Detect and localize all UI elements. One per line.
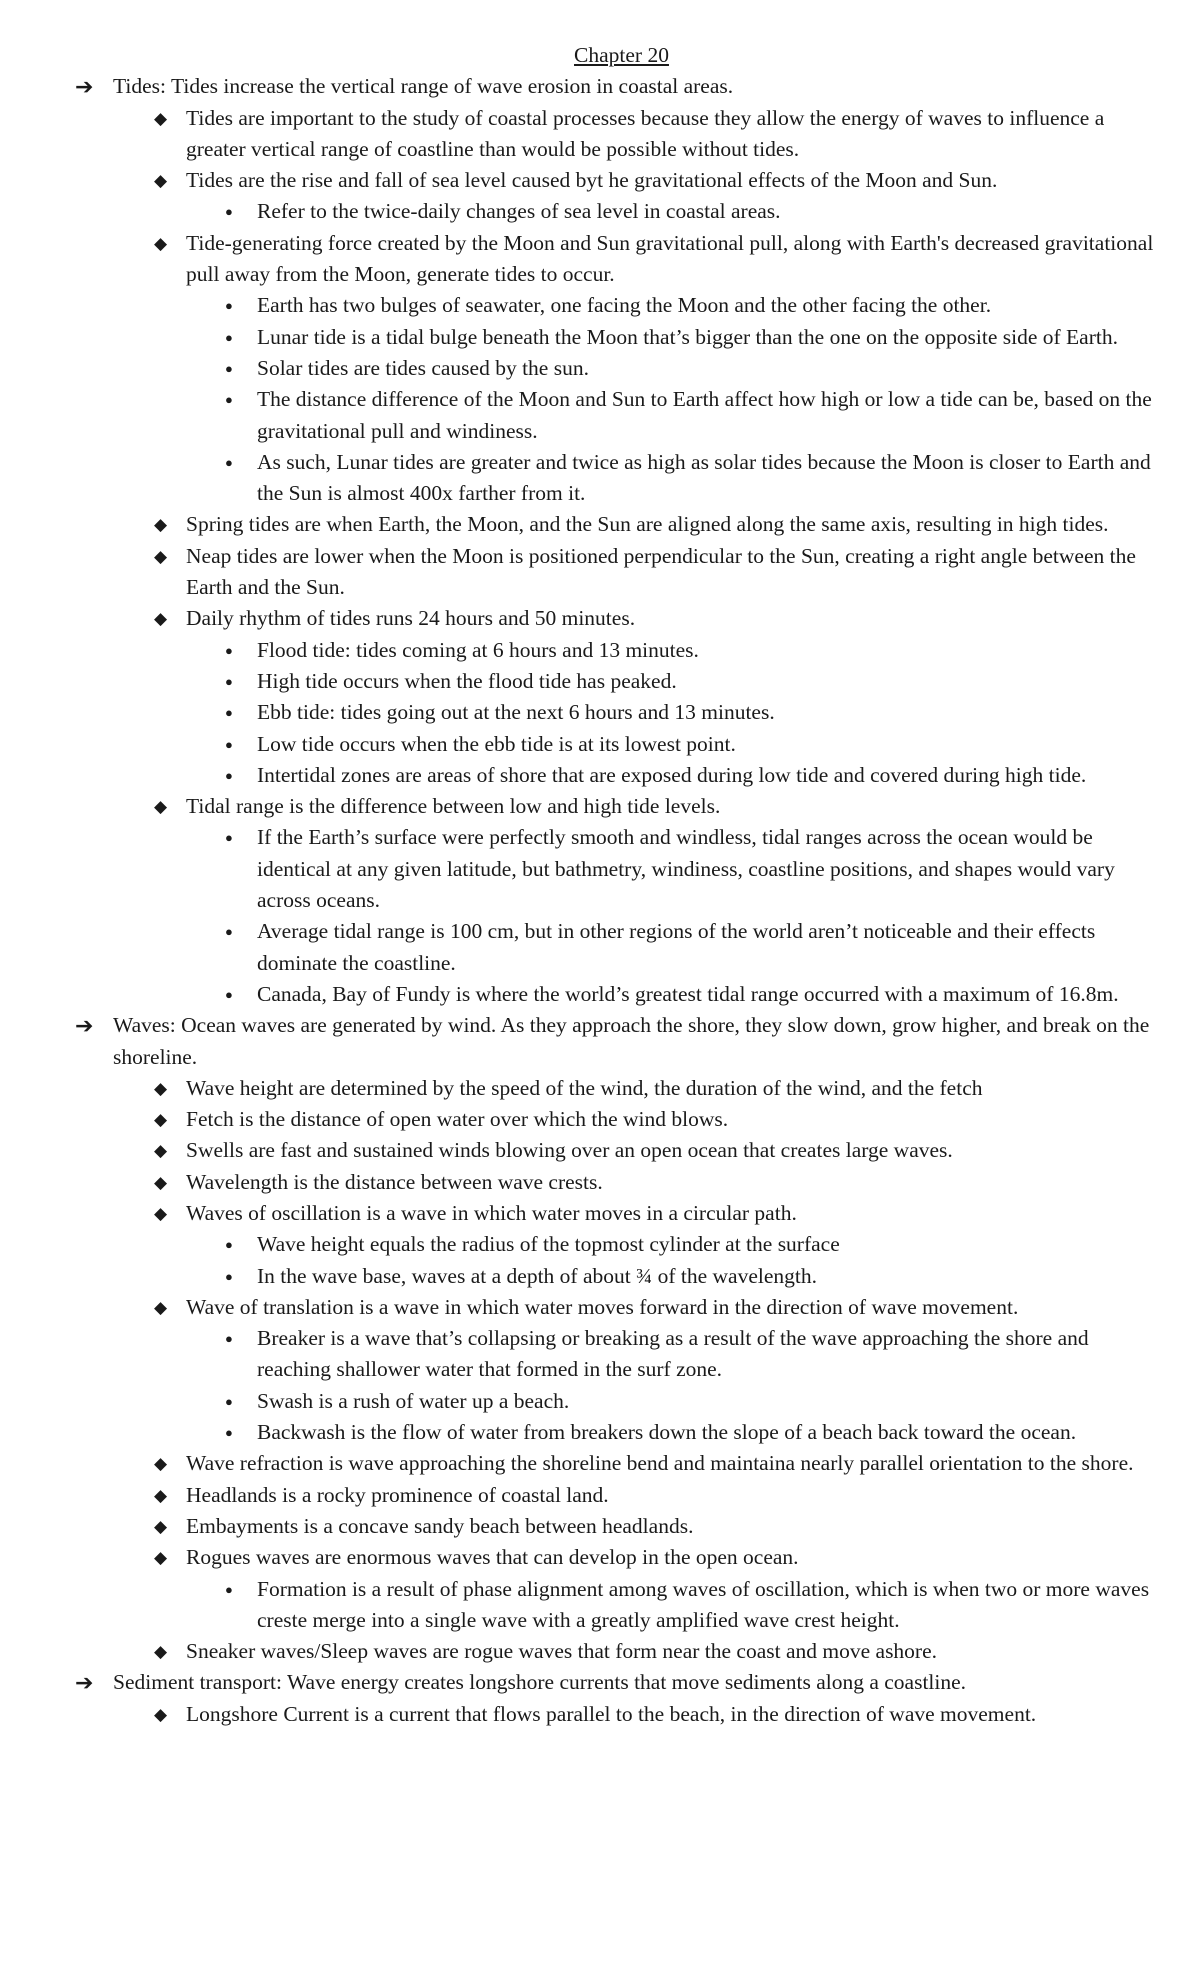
point-text: Headlands is a rocky prominence of coastal land. [186, 1482, 609, 1507]
dot-bullet-icon: ● [225, 830, 233, 846]
point-text: Spring tides are when Earth, the Moon, and the Sun are aligned along the same axis, resulting in high tides. [186, 512, 1109, 537]
sub-point-text: Average tidal range is 100 cm, but in other regions of the world aren’t noticeable and their effects dominate the coastline. [257, 919, 1096, 975]
sub-point-item [75, 1323, 1160, 1386]
sub-point-text: Formation is a result of phase alignment among waves of oscillation, which is when two or more waves creste merge into a single wave with a greatly amplified wave crest height. [257, 1576, 1150, 1632]
diamond-bullet-icon: ◆ [154, 233, 168, 253]
point-item [75, 603, 1160, 634]
point-text: Tide-generating force created by the Moon and Sun gravitational pull, along with Earth's decreased gravitational pull away from the Moon, generate tides to occur. [186, 230, 1154, 287]
diamond-bullet-icon: ◆ [154, 108, 168, 128]
sub-point-item [75, 322, 1160, 353]
point-item [75, 1167, 1160, 1198]
point-item [75, 541, 1160, 604]
point-item [75, 1292, 1160, 1323]
sub-point-text: Breaker is a wave that’s collapsing or breaking as a result of the wave approaching the shore and reaching shallower water that formed in the surf zone. [257, 1326, 1089, 1382]
sub-points [75, 196, 1160, 227]
sub-point-item [75, 979, 1160, 1010]
diamond-bullet-icon: ◆ [154, 1203, 168, 1223]
point-item [75, 509, 1160, 540]
point-text: Tides are the rise and fall of sea level caused byt he gravitational effects of the Moon and Sun. [186, 168, 998, 193]
section-points [75, 1073, 1160, 1668]
dot-bullet-icon: ● [225, 392, 233, 408]
section-text: Sediment transport: Wave energy creates longshore currents that move sediments along a coastline. [113, 1670, 967, 1695]
section-points [75, 103, 1160, 1011]
sub-point-item [75, 697, 1160, 728]
sub-point-text: Low tide occurs when the ebb tide is at its lowest point. [257, 731, 736, 756]
point-text: Wave refraction is wave approaching the shoreline bend and maintaina nearly parallel orientation to the shore. [186, 1451, 1134, 1476]
dot-bullet-icon: ● [225, 1581, 233, 1597]
point-item [75, 165, 1160, 196]
dot-bullet-icon: ● [225, 454, 233, 470]
sub-point-item [75, 635, 1160, 666]
sub-point-item [75, 1229, 1160, 1260]
sub-point-text: Intertidal zones are areas of shore that are exposed during low tide and covered during high tide. [257, 762, 1087, 787]
point-text: Wave height are determined by the speed of the wind, the duration of the wind, and the fetch [186, 1075, 983, 1100]
sub-point-item [75, 290, 1160, 321]
point-item [75, 791, 1160, 822]
dot-bullet-icon: ● [225, 986, 233, 1002]
dot-bullet-icon: ● [225, 705, 233, 721]
section-item [75, 1010, 1160, 1073]
dot-bullet-icon: ● [225, 329, 233, 345]
sub-points [75, 1323, 1160, 1448]
point-text: Neap tides are lower when the Moon is positioned perpendicular to the Sun, creating a right angle between the Earth and the Sun. [186, 543, 1136, 600]
diamond-bullet-icon: ◆ [154, 1172, 168, 1192]
sub-point-item [75, 729, 1160, 760]
point-item [75, 1699, 1160, 1730]
section-item [75, 1667, 1160, 1698]
dot-bullet-icon: ● [225, 1237, 233, 1253]
point-text: Waves of oscillation is a wave in which water moves in a circular path. [186, 1200, 797, 1225]
point-item [75, 1511, 1160, 1542]
diamond-bullet-icon: ◆ [154, 1548, 168, 1568]
diamond-bullet-icon: ◆ [154, 1485, 168, 1505]
sub-point-text: Ebb tide: tides going out at the next 6 hours and 13 minutes. [257, 700, 775, 725]
point-text: Rogues waves are enormous waves that can develop in the open ocean. [186, 1545, 799, 1570]
sub-point-text: As such, Lunar tides are greater and twice as high as solar tides because the Moon is closer to Earth and the Sun is almost 400x farther from it. [257, 449, 1151, 506]
section-points [75, 1699, 1160, 1730]
sub-point-text: In the wave base, waves at a depth of about ¾ of the wavelength. [257, 1263, 817, 1288]
dot-bullet-icon: ● [225, 767, 233, 783]
diamond-bullet-icon: ◆ [154, 1110, 168, 1130]
sub-point-text: Solar tides are tides caused by the sun. [257, 355, 589, 380]
section-item [75, 71, 1160, 102]
sub-point-text: High tide occurs when the flood tide has peaked. [257, 668, 677, 693]
diamond-bullet-icon: ◆ [154, 1704, 168, 1724]
point-text: Wavelength is the distance between wave crests. [186, 1169, 603, 1194]
sub-point-item [75, 353, 1160, 384]
sub-point-item [75, 196, 1160, 227]
sub-point-item [75, 384, 1160, 447]
point-item [75, 1480, 1160, 1511]
point-item [75, 1073, 1160, 1104]
sub-point-item [75, 1417, 1160, 1448]
dot-bullet-icon: ● [225, 298, 233, 314]
point-item [75, 1448, 1160, 1479]
point-text: Longshore Current is a current that flows parallel to the beach, in the direction of wave movement. [186, 1701, 1037, 1726]
point-text: Swells are fast and sustained winds blowing over an open ocean that creates large waves. [186, 1138, 953, 1163]
sub-point-text: Canada, Bay of Fundy is where the world’s greatest tidal range occurred with a maximum of 16.8m. [257, 981, 1119, 1006]
page-title: Chapter 20 [574, 43, 669, 67]
sub-point-item [75, 1386, 1160, 1417]
sub-points [75, 1229, 1160, 1292]
section-text: Waves: Ocean waves are generated by wind. As they approach the shore, they slow down, grow higher, and break on the shoreline. [113, 1013, 1150, 1069]
section-text: Tides: Tides increase the vertical range of wave erosion in coastal areas. [113, 74, 734, 99]
sub-point-item [75, 1574, 1160, 1637]
sub-points [75, 1574, 1160, 1637]
diamond-bullet-icon: ◆ [154, 546, 168, 566]
sub-point-item [75, 822, 1160, 916]
point-item [75, 1104, 1160, 1135]
point-item [75, 1198, 1160, 1229]
dot-bullet-icon: ● [225, 642, 233, 658]
dot-bullet-icon: ● [225, 1268, 233, 1284]
diamond-bullet-icon: ◆ [154, 1454, 168, 1474]
sub-point-text: Backwash is the flow of water from breakers down the slope of a beach back toward the ocean. [257, 1420, 1077, 1445]
diamond-bullet-icon: ◆ [154, 1516, 168, 1536]
sub-points [75, 635, 1160, 791]
diamond-bullet-icon: ◆ [154, 171, 168, 191]
point-item [75, 1135, 1160, 1166]
diamond-bullet-icon: ◆ [154, 1078, 168, 1098]
point-text: Daily rhythm of tides runs 24 hours and 50 minutes. [186, 606, 636, 631]
dot-bullet-icon: ● [225, 1393, 233, 1409]
diamond-bullet-icon: ◆ [154, 1141, 168, 1161]
point-item [75, 1636, 1160, 1667]
diamond-bullet-icon: ◆ [154, 1297, 168, 1317]
dot-bullet-icon: ● [225, 673, 233, 689]
arrow-bullet-icon: ➔ [75, 1013, 94, 1039]
point-text: Tidal range is the difference between low and high tide levels. [186, 794, 721, 819]
dot-bullet-icon: ● [225, 204, 233, 220]
sub-point-text: Wave height equals the radius of the topmost cylinder at the surface [257, 1232, 840, 1257]
diamond-bullet-icon: ◆ [154, 515, 168, 535]
point-item [75, 1542, 1160, 1573]
arrow-bullet-icon: ➔ [75, 74, 94, 100]
sub-point-item [75, 1261, 1160, 1292]
diamond-bullet-icon: ◆ [154, 797, 168, 817]
arrow-bullet-icon: ➔ [75, 1670, 94, 1696]
point-text: Wave of translation is a wave in which water moves forward in the direction of wave movement. [186, 1294, 1019, 1319]
diamond-bullet-icon: ◆ [154, 609, 168, 629]
sub-point-text: If the Earth’s surface were perfectly smooth and windless, tidal ranges across the ocean would be identical at any given latitude, but bathmetry, windiness, coastline positions, and shapes would vary across oceans. [257, 825, 1115, 913]
point-text: Tides are important to the study of coastal processes because they allow the energy of waves to influence a greater vertical range of coastline than would be possible without tides. [186, 105, 1105, 161]
sub-point-text: Lunar tide is a tidal bulge beneath the Moon that’s bigger than the one on the opposite side of Earth. [257, 324, 1118, 349]
sub-point-text: Flood tide: tides coming at 6 hours and 13 minutes. [257, 637, 699, 662]
sub-point-item [75, 760, 1160, 791]
dot-bullet-icon: ● [225, 360, 233, 376]
point-item [75, 103, 1160, 166]
dot-bullet-icon: ● [225, 924, 233, 940]
sub-point-text: Swash is a rush of water up a beach. [257, 1388, 570, 1413]
notes-outline [75, 71, 1160, 1730]
sub-point-text: Earth has two bulges of seawater, one facing the Moon and the other facing the other. [257, 293, 992, 318]
sub-point-item [75, 447, 1160, 510]
sub-point-item [75, 916, 1160, 979]
sub-point-item [75, 666, 1160, 697]
diamond-bullet-icon: ◆ [154, 1642, 168, 1662]
point-item [75, 228, 1160, 291]
point-text: Fetch is the distance of open water over which the wind blows. [186, 1107, 729, 1132]
dot-bullet-icon: ● [225, 1331, 233, 1347]
sub-points [75, 822, 1160, 1010]
point-text: Embayments is a concave sandy beach between headlands. [186, 1513, 694, 1538]
dot-bullet-icon: ● [225, 736, 233, 752]
sub-points [75, 290, 1160, 509]
sub-point-text: The distance difference of the Moon and Sun to Earth affect how high or low a tide can be, based on the gravitational pull and windiness. [257, 387, 1152, 443]
sub-point-text: Refer to the twice-daily changes of sea level in coastal areas. [257, 199, 781, 224]
point-text: Sneaker waves/Sleep waves are rogue waves that form near the coast and move ashore. [186, 1639, 938, 1664]
dot-bullet-icon: ● [225, 1425, 233, 1441]
